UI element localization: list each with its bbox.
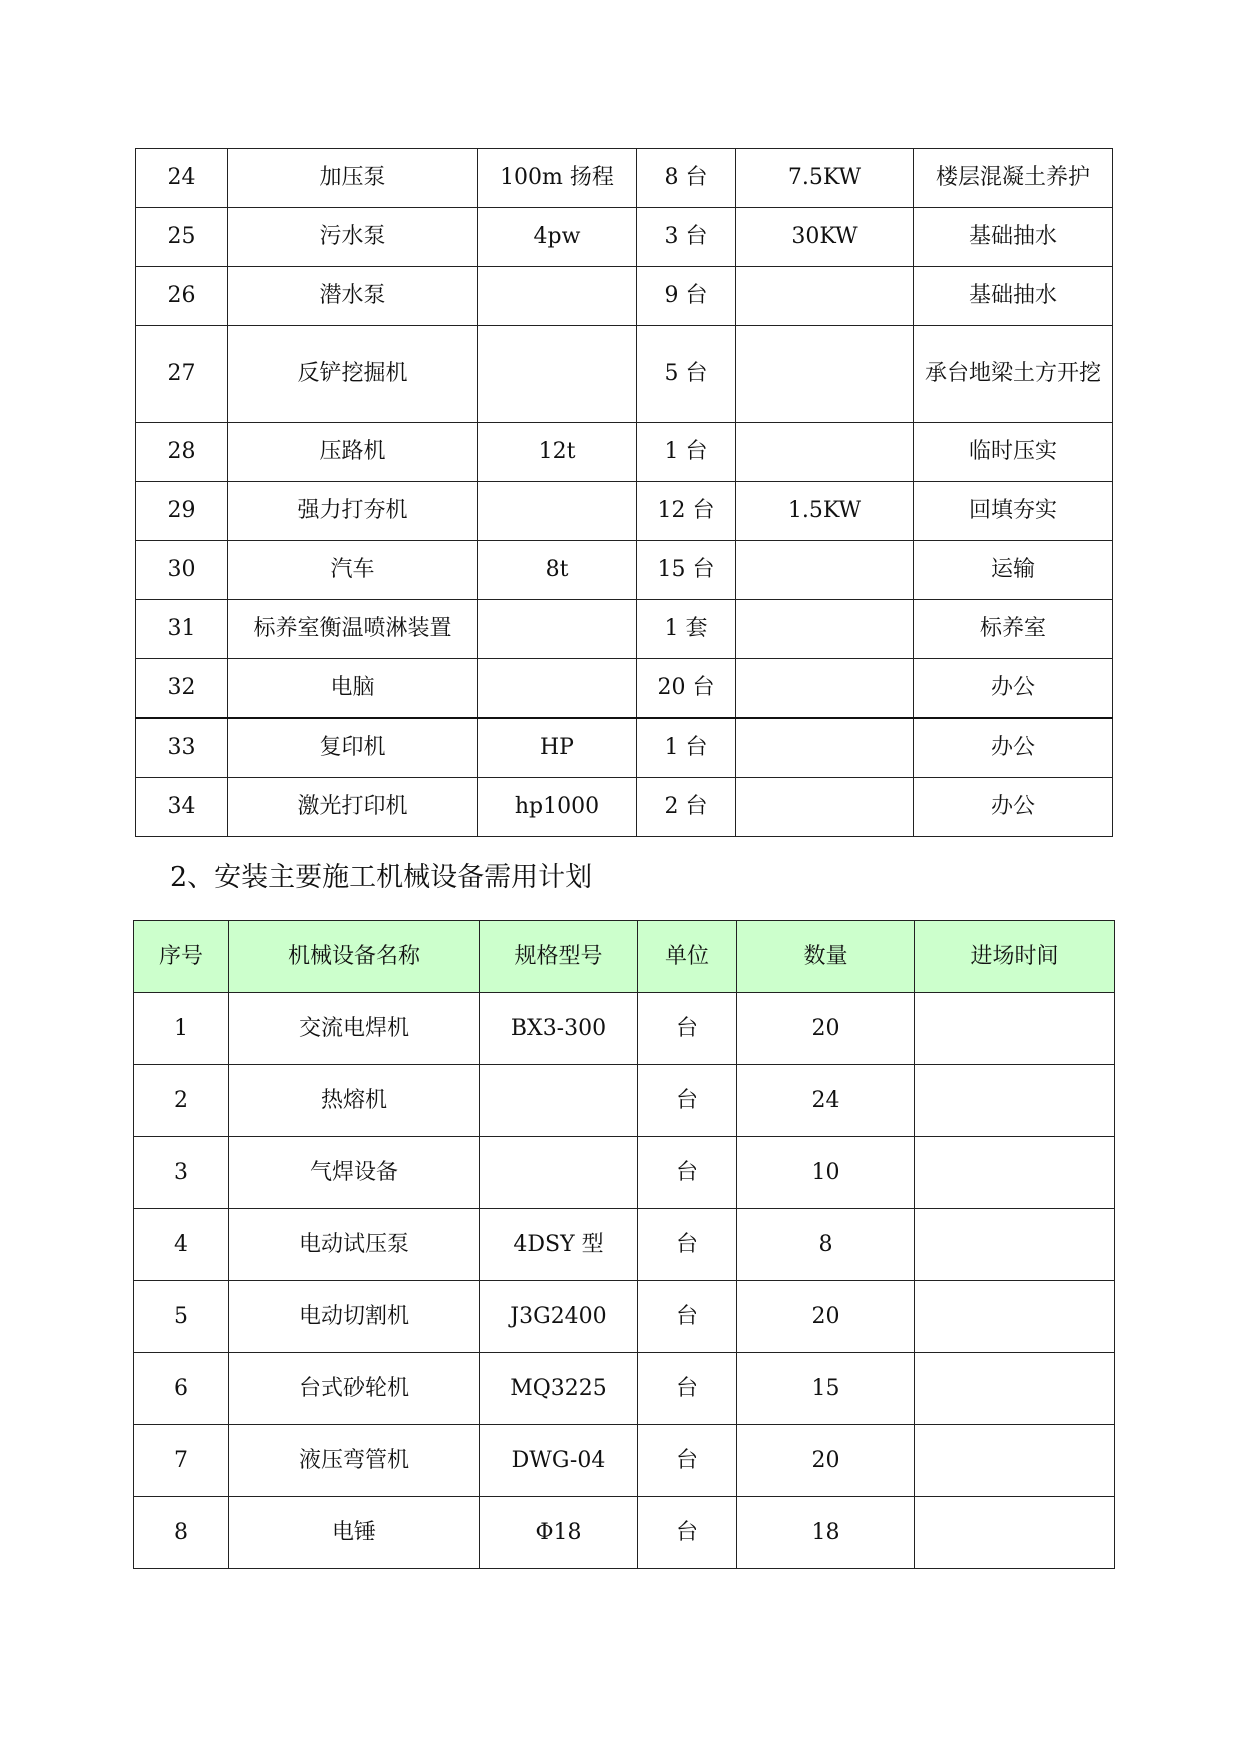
cell-quantity: 1 台	[637, 718, 736, 778]
table-row	[136, 326, 1113, 423]
cell-arrival-time	[915, 1209, 1115, 1281]
cell-index: 1	[134, 993, 229, 1065]
cell-quantity: 5 台	[637, 326, 736, 423]
cell-spec: HP	[478, 718, 637, 778]
table-row	[136, 267, 1113, 326]
cell-quantity: 15 台	[637, 541, 736, 600]
cell-quantity: 3 台	[637, 208, 736, 267]
cell-arrival-time	[915, 993, 1115, 1065]
cell-purpose: 办公	[914, 718, 1113, 778]
cell-power	[736, 600, 914, 659]
cell-purpose: 办公	[914, 778, 1113, 837]
table-row	[136, 600, 1113, 659]
cell-index: 4	[134, 1209, 229, 1281]
cell-spec	[478, 326, 637, 423]
table-row	[136, 482, 1113, 541]
cell-spec: 4DSY 型	[480, 1209, 638, 1281]
table-row	[134, 1065, 1115, 1137]
cell-purpose: 承台地梁土方开挖	[914, 326, 1113, 423]
table-row	[136, 208, 1113, 267]
cell-quantity: 1 套	[637, 600, 736, 659]
cell-name: 电锤	[229, 1497, 480, 1569]
cell-quantity: 8 台	[637, 149, 736, 208]
cell-purpose: 标养室	[914, 600, 1113, 659]
cell-power	[736, 326, 914, 423]
cell-index: 26	[136, 267, 228, 326]
cell-spec: 12t	[478, 423, 637, 482]
cell-name: 气焊设备	[229, 1137, 480, 1209]
cell-unit: 台	[638, 1353, 737, 1425]
header-index: 序号	[134, 921, 229, 993]
cell-spec	[478, 267, 637, 326]
cell-index: 29	[136, 482, 228, 541]
cell-index: 6	[134, 1353, 229, 1425]
cell-spec: 4pw	[478, 208, 637, 267]
cell-power	[736, 718, 914, 778]
cell-quantity: 20	[737, 1425, 915, 1497]
cell-index: 7	[134, 1425, 229, 1497]
equipment-table-continued	[135, 148, 1113, 837]
cell-spec	[478, 600, 637, 659]
table-row	[134, 993, 1115, 1065]
cell-name: 液压弯管机	[229, 1425, 480, 1497]
cell-arrival-time	[915, 1137, 1115, 1209]
cell-power	[736, 541, 914, 600]
cell-name: 热熔机	[229, 1065, 480, 1137]
cell-arrival-time	[915, 1353, 1115, 1425]
cell-name: 电动试压泵	[229, 1209, 480, 1281]
section-heading: 2、安装主要施工机械设备需用计划	[170, 862, 593, 893]
cell-spec: Φ18	[480, 1497, 638, 1569]
cell-index: 31	[136, 600, 228, 659]
table-row	[136, 149, 1113, 208]
cell-unit: 台	[638, 1425, 737, 1497]
cell-name: 电脑	[228, 659, 478, 719]
cell-purpose: 办公	[914, 659, 1113, 719]
cell-index: 32	[136, 659, 228, 719]
cell-spec: hp1000	[478, 778, 637, 837]
cell-index: 3	[134, 1137, 229, 1209]
cell-spec: 100m 扬程	[478, 149, 637, 208]
cell-power	[736, 778, 914, 837]
header-name: 机械设备名称	[229, 921, 480, 993]
cell-quantity: 2 台	[637, 778, 736, 837]
cell-spec	[478, 659, 637, 719]
cell-purpose: 回填夯实	[914, 482, 1113, 541]
table-row	[136, 778, 1113, 837]
cell-name: 台式砂轮机	[229, 1353, 480, 1425]
table-row	[136, 718, 1113, 778]
cell-name: 汽车	[228, 541, 478, 600]
cell-name: 激光打印机	[228, 778, 478, 837]
header-quantity: 数量	[737, 921, 915, 993]
cell-spec: DWG-04	[480, 1425, 638, 1497]
cell-index: 34	[136, 778, 228, 837]
cell-power: 30KW	[736, 208, 914, 267]
cell-quantity: 8	[737, 1209, 915, 1281]
table-row	[134, 1353, 1115, 1425]
cell-unit: 台	[638, 1137, 737, 1209]
cell-spec	[480, 1137, 638, 1209]
cell-arrival-time	[915, 1497, 1115, 1569]
table-row	[136, 541, 1113, 600]
cell-unit: 台	[638, 993, 737, 1065]
table-row	[134, 1137, 1115, 1209]
cell-power	[736, 659, 914, 719]
cell-unit: 台	[638, 1497, 737, 1569]
cell-name: 压路机	[228, 423, 478, 482]
cell-index: 33	[136, 718, 228, 778]
cell-spec: J3G2400	[480, 1281, 638, 1353]
cell-purpose: 基础抽水	[914, 208, 1113, 267]
header-arrival-time: 进场时间	[915, 921, 1115, 993]
cell-index: 8	[134, 1497, 229, 1569]
table-row	[134, 1425, 1115, 1497]
table-row	[134, 1209, 1115, 1281]
table-row	[136, 659, 1113, 719]
cell-power	[736, 423, 914, 482]
cell-name: 强力打夯机	[228, 482, 478, 541]
cell-purpose: 运输	[914, 541, 1113, 600]
table-row	[134, 1281, 1115, 1353]
cell-quantity: 15	[737, 1353, 915, 1425]
cell-quantity: 20	[737, 1281, 915, 1353]
header-unit: 单位	[638, 921, 737, 993]
cell-quantity: 9 台	[637, 267, 736, 326]
cell-index: 2	[134, 1065, 229, 1137]
table-header-row	[134, 921, 1115, 993]
table-row	[136, 423, 1113, 482]
cell-purpose: 楼层混凝土养护	[914, 149, 1113, 208]
cell-purpose: 临时压实	[914, 423, 1113, 482]
cell-arrival-time	[915, 1065, 1115, 1137]
table-row	[134, 1497, 1115, 1569]
cell-power: 7.5KW	[736, 149, 914, 208]
cell-index: 25	[136, 208, 228, 267]
cell-quantity: 20	[737, 993, 915, 1065]
cell-index: 27	[136, 326, 228, 423]
cell-spec	[478, 482, 637, 541]
cell-arrival-time	[915, 1281, 1115, 1353]
cell-quantity: 1 台	[637, 423, 736, 482]
cell-quantity: 12 台	[637, 482, 736, 541]
cell-spec: MQ3225	[480, 1353, 638, 1425]
cell-quantity: 18	[737, 1497, 915, 1569]
cell-index: 5	[134, 1281, 229, 1353]
cell-name: 加压泵	[228, 149, 478, 208]
cell-name: 反铲挖掘机	[228, 326, 478, 423]
cell-quantity: 20 台	[637, 659, 736, 719]
cell-index: 30	[136, 541, 228, 600]
installation-equipment-table	[133, 920, 1115, 1569]
cell-name: 复印机	[228, 718, 478, 778]
cell-arrival-time	[915, 1425, 1115, 1497]
header-spec: 规格型号	[480, 921, 638, 993]
cell-index: 28	[136, 423, 228, 482]
cell-spec: 8t	[478, 541, 637, 600]
cell-index: 24	[136, 149, 228, 208]
cell-unit: 台	[638, 1281, 737, 1353]
cell-name: 标养室衡温喷淋装置	[228, 600, 478, 659]
cell-power	[736, 267, 914, 326]
cell-name: 污水泵	[228, 208, 478, 267]
cell-spec	[480, 1065, 638, 1137]
cell-unit: 台	[638, 1065, 737, 1137]
cell-name: 交流电焊机	[229, 993, 480, 1065]
cell-name: 电动切割机	[229, 1281, 480, 1353]
cell-quantity: 10	[737, 1137, 915, 1209]
cell-power: 1.5KW	[736, 482, 914, 541]
cell-quantity: 24	[737, 1065, 915, 1137]
cell-unit: 台	[638, 1209, 737, 1281]
cell-name: 潜水泵	[228, 267, 478, 326]
cell-spec: BX3-300	[480, 993, 638, 1065]
cell-purpose: 基础抽水	[914, 267, 1113, 326]
